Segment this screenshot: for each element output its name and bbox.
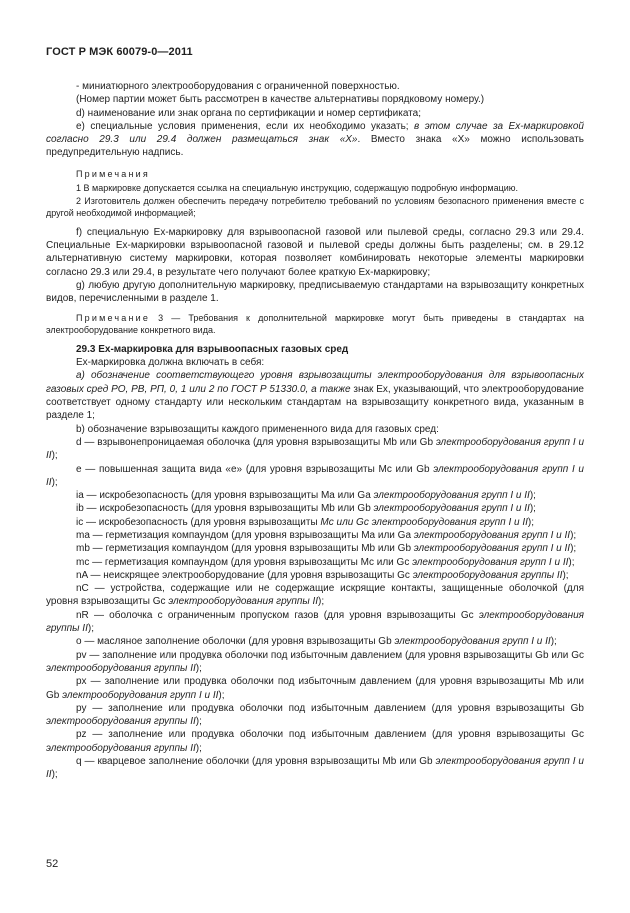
paragraph-b: b) обозначение взрывозащиты каждого примененного вида для газовых сред:	[76, 423, 439, 435]
list-item-end: );	[195, 742, 202, 754]
list-item	[46, 569, 584, 582]
list-item-text: ma — герметизация компаундом (для уровня взрывозащиты Ma или Ga	[76, 529, 414, 541]
list-item-italic: электрооборудования группы II	[412, 569, 563, 581]
section-title: 29.3 Ex-маркировка для взрывоопасных газовых сред	[76, 343, 349, 355]
list-item-end: );	[195, 716, 202, 728]
note-3-label: Примечание	[76, 312, 151, 323]
list-item-text: q — кварцевое заполнение оболочки (для уровня взрывозащиты Mb или Gb	[76, 756, 436, 768]
list-item-end: );	[87, 623, 94, 635]
list-item-italic: электрооборудования групп I и II	[412, 556, 569, 568]
note-3	[46, 312, 584, 337]
list-item-end: );	[550, 636, 557, 648]
document-header: ГОСТ Р МЭК 60079-0—2011	[46, 46, 193, 58]
paragraph-a-rest: знак Ex, указывающий, что электрооборудование соответствует одному стандарту или нескольким стандартам на взрывозащиту конкретного вида, указанным в разделе 1;	[46, 383, 584, 422]
list-item-end: );	[570, 529, 577, 541]
list-item-end: );	[195, 662, 202, 674]
list-item	[46, 436, 584, 463]
list-item	[46, 489, 584, 502]
paragraph-e-italic: в этом случае за Ex-маркировкой согласно 29.3 или 29.4 должен размещаться знак «X»	[46, 120, 584, 146]
list-item-text: o — масляное заполнение оболочки (для уровня взрывозащиты Gb	[76, 636, 395, 648]
list-item-text: ia — искробезопасность (для уровня взрывозащиты Ma или Ga	[76, 490, 374, 502]
list-item-text: nA — неискрящее электрооборудование (для уровня взрывозащиты Gc	[76, 569, 413, 581]
paragraph-a	[46, 369, 584, 422]
list-item-end: );	[562, 569, 569, 581]
list-item	[46, 463, 584, 490]
list-item	[46, 702, 584, 729]
list-item	[46, 516, 584, 529]
notes-heading: Примечания	[76, 168, 150, 179]
page-number: 52	[46, 858, 59, 870]
list-item-text: nR — оболочка с ограниченным пропуском газов (для уровня взрывозащиты Gc	[76, 609, 479, 621]
list-item-italic: электрооборудования группы II	[46, 716, 196, 728]
list-item-italic: электрооборудования группы II	[46, 742, 196, 754]
list-item-italic: электрооборудования групп I и II	[413, 543, 571, 555]
list-item-italic: электрооборудования групп I и II	[373, 503, 530, 515]
list-item	[46, 635, 584, 648]
list-item-italic: электрооборудования группы II	[46, 609, 584, 635]
list-item-end: );	[529, 503, 536, 515]
paragraph-e-text: e) специальные условия применения, если их необходимо указать;	[76, 120, 415, 132]
list-item-text: py — заполнение или продувка оболочки под избыточным давлением (для уровня взрывозащиты Gb	[76, 702, 584, 714]
section-intro: Ex-маркировка должна включать в себя:	[76, 357, 265, 369]
list-item-text: ic — искробезопасность (для уровня взрывозащиты	[76, 516, 321, 528]
list-item-text: d — взрывонепроницаемая оболочка (для уровня взрывозащиты Mb или Gb	[76, 436, 436, 448]
list-item	[46, 556, 584, 569]
list-item-end: );	[51, 769, 58, 781]
paragraph-e-rest: . Вместо знака «X» можно использовать предупредительную надпись.	[46, 134, 584, 159]
page-body	[46, 80, 584, 782]
list-item-italic: Mc или Gc электрооборудования групп I и II	[320, 516, 528, 528]
list-item-text: mb — герметизация компаундом (для уровня взрывозащиты Mb или Gb	[76, 543, 414, 555]
list-item-italic: электрооборудования групп I и II	[62, 689, 219, 701]
list-item-italic: электрооборудования группы II	[168, 596, 319, 608]
list-item	[46, 675, 584, 702]
list-item-text: mc — герметизация компаундом (для уровня взрывозащиты Mc или Gc	[76, 556, 413, 568]
list-item-text: px — заполнение или продувка оболочки под избыточным давлением (для уровня взрывозащиты Mb или Gb	[46, 676, 584, 701]
list-item-end: );	[568, 556, 575, 568]
list-item-end: );	[529, 490, 536, 502]
list-item	[46, 502, 584, 515]
list-item-end: );	[51, 476, 58, 488]
list-item-text: pv — заполнение или продувка оболочки под избыточным давлением (для уровня взрывозащиты Gb или Gc	[76, 649, 584, 661]
paragraph-d: d) наименование или знак органа по сертификации и номер сертификата;	[76, 107, 421, 119]
list-item-end: );	[570, 543, 577, 555]
paragraph-batch-number: (Номер партии может быть рассмотрен в качестве альтернативы порядковому номеру.)	[76, 94, 485, 106]
note-2: 2 Изготовитель должен обеспечить передачу потребителю требований по условиям безопасного применения вместе с другой необходимой информацией;	[46, 195, 584, 219]
list-item-text: ib — искробезопасность (для уровня взрывозащиты Mb или Gb	[76, 503, 374, 515]
note-3-text: 3 — Требования к дополнительной маркировке могут быть приведены в стандартах на электрооборудование конкретного вида.	[46, 312, 584, 336]
list-item-italic: электрооборудования групп I и II	[413, 529, 571, 541]
paragraph-g: g) любую другую дополнительную маркировку, предписываемую стандартами на взрывозащиту конкретных видов, перечисленными в разделе 1.	[46, 280, 584, 305]
list-item	[46, 649, 584, 676]
paragraph-a-italic: a) обозначение соответствующего уровня взрывозащиты электрооборудования для взрывоопасных газовых сред РО, РВ, РП, 0, 1 или 2 по ГОСТ Р 51330.0, а также	[46, 370, 584, 395]
list-item-end: );	[51, 450, 58, 462]
list-item-end: );	[527, 516, 535, 528]
note-1: 1 В маркировке допускается ссылка на специальную инструкцию, содержащую подробную информацию.	[76, 183, 519, 194]
list-item-italic: электрооборудования групп I и II	[46, 436, 585, 462]
paragraph-miniature: - миниатюрного электрооборудования с ограниченной поверхностью.	[76, 81, 400, 92]
list-item-italic: электрооборудования групп I и II	[46, 756, 584, 781]
list-item	[46, 609, 584, 636]
list-item	[46, 755, 584, 782]
list-item	[46, 582, 584, 609]
list-item-italic: электрооборудования групп I и II	[394, 636, 551, 648]
list-item-text: nC — устройства, содержащие или не содержащие искрящие контакты, защищенные оболочкой (для уровня взрывозащиты Gc	[46, 583, 584, 608]
list-item-end: );	[218, 689, 225, 701]
paragraph-f: f) специальную Ex-маркировку для взрывоопасной газовой или пылевой среды, согласно 29.3 или 29.4. Специальные Ex-маркировки взрывоопасной газовой и пылевой среды должны быть разделены; см. в 29.12 альтернативную систему маркировки, которая позволяет комбинировать некоторые элементы маркировки согласно 29.3 или 29.4, в результате чего получают более краткую Ex-маркировку;	[46, 226, 584, 278]
list-item-italic: электрооборудования групп I и II	[46, 463, 584, 488]
paragraph-e	[46, 120, 584, 160]
protection-type-list	[46, 436, 584, 782]
list-item-text: e — повышенная защита вида «e» (для уровня взрывозащиты Mc или Gb	[76, 463, 434, 475]
list-item	[46, 542, 584, 555]
list-item	[46, 728, 584, 755]
list-item-italic: электрооборудования группы II	[46, 662, 196, 674]
list-item	[46, 529, 584, 542]
list-item-text: pz — заполнение или продувка оболочки под избыточным давлением (для уровня взрывозащиты Gc	[76, 729, 584, 741]
list-item-italic: электрооборудования групп I и II	[373, 490, 530, 502]
list-item-end: );	[318, 596, 325, 608]
